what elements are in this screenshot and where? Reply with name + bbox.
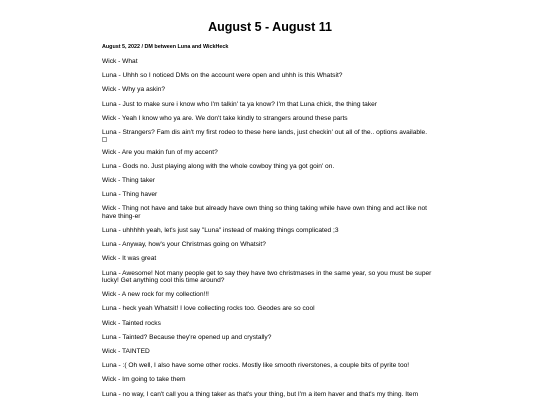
page-title: August 5 - August 11 xyxy=(208,20,332,34)
message-line: Luna - heck yeah Whatsit! I love collecting rocks too. Geodes are so cool xyxy=(102,305,315,313)
message-line: Luna - uhhhhh yeah, let's just say "Luna" instead of making things complicated ;3 xyxy=(102,227,339,235)
message-line: Wick - Yeah I know who ya are. We don't take kindly to strangers around these parts xyxy=(102,114,348,122)
message-line: Wick - Are you makin fun of my accent? xyxy=(102,148,218,156)
message-line: Wick - What xyxy=(102,58,138,65)
message-line: Luna - Tainted? Because they're opened up and crystally? xyxy=(102,333,272,341)
message-line: Luna - Strangers? Fam dis ain't my first rodeo to these here lands, just checkin' out all of the.. options available. xyxy=(102,129,428,137)
message-line: Wick - Thing taker xyxy=(102,177,156,185)
message-line: Wick - A new rock for my collection!!! xyxy=(102,291,209,299)
message-line: Wick - TAINTED xyxy=(102,348,150,356)
message-line: Luna - Gods no. Just playing along with the whole cowboy thing ya got goin' on. xyxy=(102,162,335,170)
message-line: Luna - no way, I can't call you a thing taker as that's your thing, but I'm a item haver and that's my thing. Item xyxy=(102,390,419,398)
message-line: Wick - Tainted rocks xyxy=(102,319,161,327)
message-line: Wick - Im going to take them xyxy=(102,376,186,384)
message-list xyxy=(102,58,440,405)
document-subtitle: August 5, 2022 / DM between Luna and WickHeck xyxy=(102,44,229,50)
message-line-with-glyph xyxy=(102,129,440,142)
missing-emoji-icon xyxy=(102,137,107,142)
message-line: Luna - Uhhh so I noticed DMs on the account were open and uhhh is this Whatsit? xyxy=(102,72,343,80)
message-line: Luna - Awesome! Not many people get to say they have two christmases in the same year, so you must be super lucky! Get anything cool this time around? xyxy=(102,269,432,285)
message-line: Wick - Thing not have and take but already have own thing so thing taking while have own thing and act like not have thing-er xyxy=(102,205,428,220)
message-line: Luna - Anyway, how's your Christmas going on Whatsit? xyxy=(102,241,266,249)
message-line: Luna - Just to make sure i know who I'm talkin' ta ya know? I'm that Luna chick, the thing taker xyxy=(102,100,377,108)
message-line: Wick - Why ya askin? xyxy=(102,86,166,94)
message-line: Luna - :( Oh well, I also have some other rocks. Mostly like smooth riverstones, a couple bits of pyrite too! xyxy=(102,362,410,370)
message-line: Luna - Thing haver xyxy=(102,191,158,199)
message-line: Wick - It was great xyxy=(102,255,157,263)
